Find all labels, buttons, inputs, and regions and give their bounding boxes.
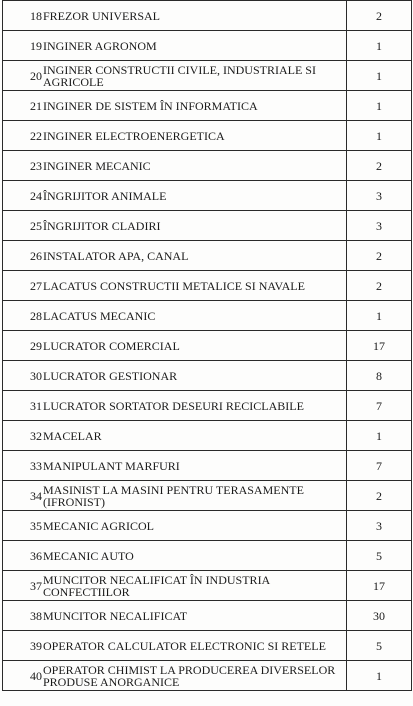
table-row: [3, 541, 412, 571]
row-number-cell: [3, 511, 44, 541]
occupation-cell: MUNCITOR NECALIFICAT: [43, 601, 347, 631]
row-number-cell: [3, 301, 44, 331]
table-row: [3, 451, 412, 481]
table-row: [3, 61, 412, 91]
row-number-cell: [3, 631, 44, 661]
row-number-cell: [3, 271, 44, 301]
count-cell: 2: [347, 241, 412, 271]
count-cell: 3: [347, 211, 412, 241]
table-row: [3, 631, 412, 661]
count-cell: 1: [347, 421, 412, 451]
table-row: [3, 331, 412, 361]
occupation-cell: OPERATOR CALCULATOR ELECTRONIC SI RETELE: [43, 631, 347, 661]
count-cell: 3: [347, 511, 412, 541]
table-row: [3, 421, 412, 451]
table-row: [3, 601, 412, 631]
table-row: [3, 571, 412, 601]
count-cell: 7: [347, 391, 412, 421]
count-cell: 17: [347, 571, 412, 601]
occupations-table-body: [3, 1, 412, 691]
table-row: [3, 211, 412, 241]
count-cell: 1: [347, 301, 412, 331]
row-number: 31: [30, 398, 42, 413]
occupation-cell: INGINER CONSTRUCTII CIVILE, INDUSTRIALE SI AGRICOLE: [43, 61, 347, 91]
row-number-cell: [3, 121, 44, 151]
count-cell: 1: [347, 31, 412, 61]
count-cell: 8: [347, 361, 412, 391]
row-number-cell: [3, 151, 44, 181]
row-number-cell: [3, 331, 44, 361]
row-number: 34: [30, 488, 42, 503]
row-number: 27: [30, 278, 42, 293]
row-number: 32: [30, 428, 42, 443]
row-number: 20: [30, 68, 42, 83]
count-cell: 2: [347, 271, 412, 301]
row-number-cell: [3, 181, 44, 211]
row-number: 39: [30, 638, 42, 653]
count-cell: 2: [347, 481, 412, 511]
occupation-cell: MECANIC AGRICOL: [43, 511, 347, 541]
count-cell: 5: [347, 541, 412, 571]
row-number: 25: [30, 218, 42, 233]
row-number-cell: [3, 91, 44, 121]
row-number: 19: [30, 38, 42, 53]
count-cell: 2: [347, 151, 412, 181]
occupation-cell: INGINER ELECTROENERGETICA: [43, 121, 347, 151]
table-row: [3, 91, 412, 121]
occupation-cell: MECANIC AUTO: [43, 541, 347, 571]
occupation-cell: LACATUS CONSTRUCTII METALICE SI NAVALE: [43, 271, 347, 301]
row-number-cell: [3, 571, 44, 601]
table-row: [3, 661, 412, 691]
row-number: 35: [30, 518, 42, 533]
row-number-cell: [3, 661, 44, 691]
count-cell: 17: [347, 331, 412, 361]
row-number-cell: [3, 211, 44, 241]
row-number: 40: [30, 668, 42, 683]
count-cell: 1: [347, 61, 412, 91]
occupation-cell: LUCRATOR SORTATOR DESEURI RECICLABILE: [43, 391, 347, 421]
row-number: 21: [30, 98, 42, 113]
row-number-cell: [3, 391, 44, 421]
count-cell: 7: [347, 451, 412, 481]
row-number: 26: [30, 248, 42, 263]
row-number: 37: [30, 578, 42, 593]
occupation-cell: MACELAR: [43, 421, 347, 451]
table-row: [3, 391, 412, 421]
row-number-cell: [3, 601, 44, 631]
table-row: [3, 511, 412, 541]
table-row: [3, 301, 412, 331]
occupation-cell: INGINER MECANIC: [43, 151, 347, 181]
table-row: [3, 151, 412, 181]
occupations-table: [2, 0, 412, 691]
row-number: 38: [30, 608, 42, 623]
occupation-cell: ÎNGRIJITOR ANIMALE: [43, 181, 347, 211]
occupation-cell: MASINIST LA MASINI PENTRU TERASAMENTE (IFRONIST): [43, 481, 347, 511]
row-number-cell: [3, 241, 44, 271]
occupation-cell: LACATUS MECANIC: [43, 301, 347, 331]
occupation-cell: FREZOR UNIVERSAL: [43, 1, 347, 31]
table-row: [3, 121, 412, 151]
table-row: [3, 271, 412, 301]
occupation-cell: MANIPULANT MARFURI: [43, 451, 347, 481]
table-row: [3, 241, 412, 271]
occupation-cell: INSTALATOR APA, CANAL: [43, 241, 347, 271]
row-number-cell: [3, 31, 44, 61]
row-number: 23: [30, 158, 42, 173]
occupation-cell: LUCRATOR GESTIONAR: [43, 361, 347, 391]
table-row: [3, 361, 412, 391]
row-number: 18: [30, 8, 42, 23]
occupation-cell: LUCRATOR COMERCIAL: [43, 331, 347, 361]
row-number: 24: [30, 188, 42, 203]
occupation-cell: MUNCITOR NECALIFICAT ÎN INDUSTRIA CONFECTIILOR: [43, 571, 347, 601]
row-number-cell: [3, 451, 44, 481]
table-row: [3, 1, 412, 31]
row-number-cell: [3, 541, 44, 571]
occupation-cell: INGINER DE SISTEM ÎN INFORMATICA: [43, 91, 347, 121]
row-number: 22: [30, 128, 42, 143]
occupation-cell: INGINER AGRONOM: [43, 31, 347, 61]
row-number-cell: [3, 61, 44, 91]
row-number: 33: [30, 458, 42, 473]
count-cell: 5: [347, 631, 412, 661]
table-row: [3, 31, 412, 61]
row-number: 29: [30, 338, 42, 353]
row-number: 30: [30, 368, 42, 383]
row-number-cell: [3, 481, 44, 511]
row-number-cell: [3, 421, 44, 451]
count-cell: 1: [347, 661, 412, 691]
occupation-cell: ÎNGRIJITOR CLADIRI: [43, 211, 347, 241]
table-row: [3, 181, 412, 211]
occupation-cell: OPERATOR CHIMIST LA PRODUCEREA DIVERSELOR PRODUSE ANORGANICE: [43, 661, 347, 691]
row-number-cell: [3, 1, 44, 31]
count-cell: 30: [347, 601, 412, 631]
row-number: 28: [30, 308, 42, 323]
table-row: [3, 481, 412, 511]
count-cell: 1: [347, 91, 412, 121]
count-cell: 3: [347, 181, 412, 211]
row-number: 36: [30, 548, 42, 563]
row-number-cell: [3, 361, 44, 391]
count-cell: 2: [347, 1, 412, 31]
count-cell: 1: [347, 121, 412, 151]
